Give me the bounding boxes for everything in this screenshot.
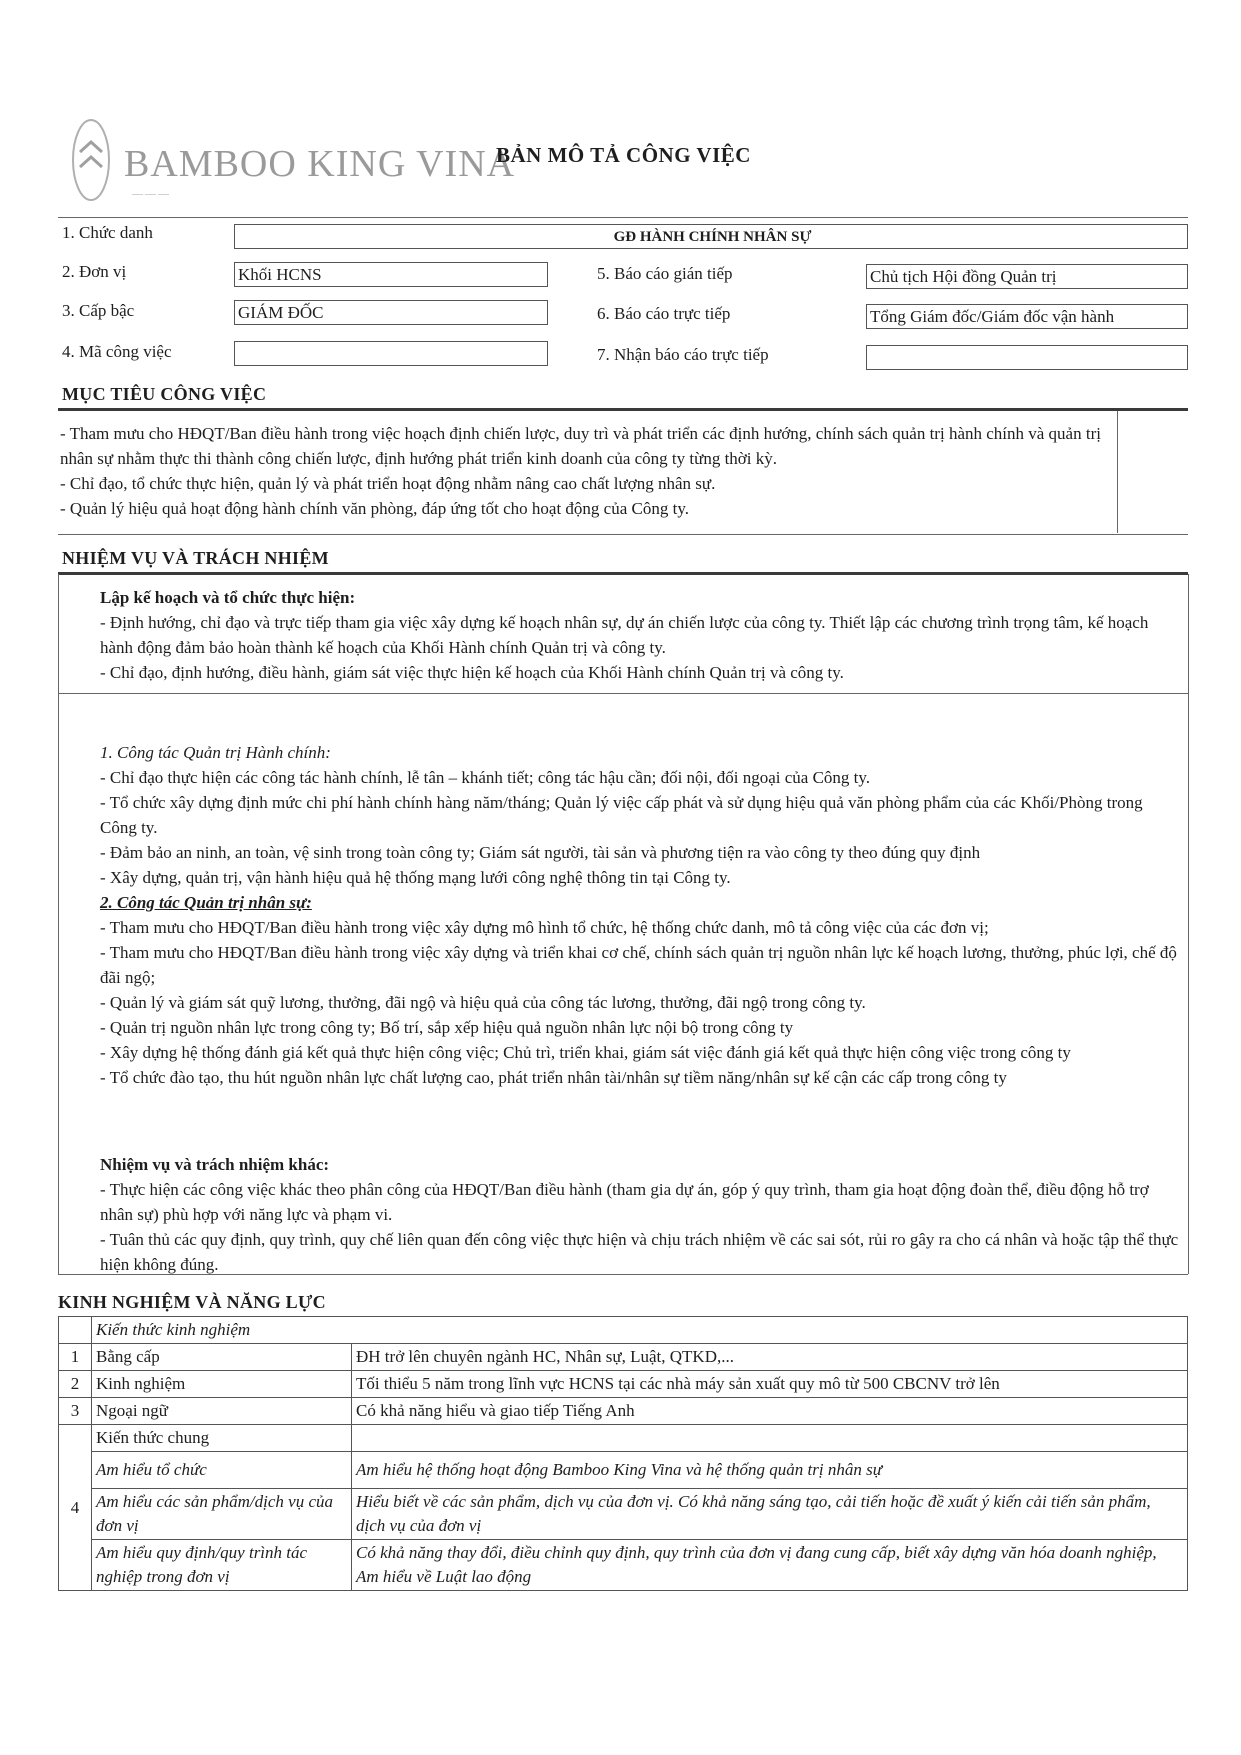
row-label: Am hiểu tổ chức [92,1452,352,1489]
chuc-danh-label: 1. Chức danh [62,223,153,242]
muc-tieu-rule [58,408,1188,411]
row-label: Kinh nghiệm [92,1371,352,1398]
block4-line: - Tuân thủ các quy định, quy trình, quy chế liên quan đến công việc thực hiện và chịu trách nhiệm về các sai sót, rủi ro gây ra cho cá nhân và hoặc tập thể thực hiện không đúng. [100,1230,1179,1274]
block1-title: Lập kế hoạch và tổ chức thực hiện: [100,588,356,607]
table-row [59,1489,1188,1540]
nhiem-vu-block-4 [100,1152,1185,1277]
table-row [59,1317,1188,1344]
nhiem-vu-divider [58,693,1188,694]
muc-tieu-body [60,421,1110,521]
chuc-danh-value: GĐ HÀNH CHÍNH NHÂN SỰ [613,229,812,245]
nhan-bc-label: 7. Nhận báo cáo trực tiếp [597,345,769,364]
cap-bac-field: GIÁM ĐỐC [234,300,548,325]
logo-text: BAMBOO KING VINA [124,143,516,185]
row-label: Kiến thức chung [92,1425,352,1452]
logo-subtext: ——— [132,188,171,200]
bc-gian-tiep-field: Chủ tịch Hội đồng Quản trị [866,264,1188,289]
bc-gian-tiep-label: 5. Báo cáo gián tiếp [597,264,733,283]
table-row [59,1398,1188,1425]
block4-line: - Thực hiện các công việc khác theo phân công của HĐQT/Ban điều hành (tham gia dự án, góp ý quy trình, tham gia hoạt động đoàn thể, điều động hỗ trợ nhân sự) phù hợp với năng lực và phạm vi. [100,1180,1149,1224]
muc-tieu-heading: MỤC TIÊU CÔNG VIỆC [62,384,267,404]
block3-line: - Tham mưu cho HĐQT/Ban điều hành trong việc xây dựng và triển khai cơ chế, chính sách quản trị nguồn nhân lực kế hoạch lương, thưởng, phúc lợi, chế độ đãi ngộ; [100,943,1177,987]
ma-cv-label: 4. Mã công việc [62,342,172,361]
block2-line: - Tổ chức xây dựng định mức chi phí hành chính hàng năm/tháng; Quản lý việc cấp phát và sử dụng hiệu quả văn phòng phẩm của các Khối/Phòng trong Công ty. [100,793,1143,837]
cap-bac-label: 3. Cấp bậc [62,301,135,320]
muc-tieu-line: - Chỉ đạo, tổ chức thực hiện, quản lý và phát triển hoạt động nhằm nâng cao chất lượng nhân sự. [60,474,716,493]
block3-line: - Tổ chức đào tạo, thu hút nguồn nhân lực chất lượng cao, phát triển nhân tài/nhân sự tiềm năng/nhân sự kế cận các cấp trong công ty [100,1068,1007,1087]
block1-line: - Định hướng, chỉ đạo và trực tiếp tham gia việc xây dựng kế hoạch nhân sự, dự án chiến lược của công ty. Thiết lập các chương trình trọng tâm, kế hoạch hành động đảm bảo hoàn thành kế hoạch của Khối Hành chính Quản trị và công ty. [100,613,1149,657]
nhiem-vu-block-1 [100,585,1180,685]
row-number: 2 [59,1371,92,1398]
table-row [59,1425,1188,1452]
row-value: Tối thiểu 5 năm trong lĩnh vực HCNS tại các nhà máy sản xuất quy mô từ 500 CBCNV trở lên [352,1371,1188,1398]
nhiem-vu-block-2 [100,740,1180,1090]
row-number: 1 [59,1344,92,1371]
row-label: Ngoại ngữ [92,1398,352,1425]
block3-line: - Quản lý và giám sát quỹ lương, thưởng, đãi ngộ và hiệu quả của công tác lương, thưởng, đãi ngộ trong công ty. [100,993,866,1012]
table-row [59,1371,1188,1398]
kinh-nghiem-table [58,1316,1188,1591]
block3-line: - Tham mưu cho HĐQT/Ban điều hành trong việc xây dựng mô hình tổ chức, hệ thống chức danh, mô tả công việc của các đơn vị; [100,918,989,937]
nhiem-vu-rule [58,572,1188,575]
table-row [59,1344,1188,1371]
row-value: Am hiểu hệ thống hoạt động Bamboo King Vina và hệ thống quản trị nhân sự [352,1452,1188,1489]
ma-cv-field [234,341,548,366]
table-row [59,1540,1188,1591]
row-number: 3 [59,1398,92,1425]
don-vi-label: 2. Đơn vị [62,262,127,281]
row-value: Hiểu biết về các sản phẩm, dịch vụ của đơn vị. Có khả năng sáng tạo, cải tiến hoặc đề xuất ý kiến cải tiến sản phẩm, dịch vụ của đơn vị [352,1489,1188,1540]
row-number: 4 [59,1425,92,1591]
block2-line: - Xây dựng, quản trị, vận hành hiệu quả hệ thống mạng lưới công nghệ thông tin tại Công ty. [100,868,731,887]
row-label: Bằng cấp [92,1344,352,1371]
block2-line: - Chỉ đạo thực hiện các công tác hành chính, lễ tân – khánh tiết; công tác hậu cần; đối nội, đối ngoại của Công ty. [100,768,871,787]
nhiem-vu-left-border [58,574,59,1274]
don-vi-field: Khối HCNS [234,262,548,287]
nhiem-vu-bottom [58,1274,1188,1275]
bamboo-leaf-icon [66,112,116,207]
muc-tieu-line: - Tham mưu cho HĐQT/Ban điều hành trong việc hoạch định chiến lược, duy trì và phát triển các định hướng, chính sách quản trị hành chính và quản trị nhân sự nhằm thực thi thành công chiến lược, định hướng phát triển kinh doanh của công ty từng thời kỳ. [60,424,1101,468]
row-value: Có khả năng thay đổi, điều chỉnh quy định, quy trình của đơn vị đang cung cấp, biết xây dựng văn hóa doanh nghiệp, Am hiểu về Luật lao động [352,1540,1188,1591]
block3-title: 2. Công tác Quản trị nhân sự: [100,893,312,912]
row-value [352,1425,1188,1452]
nhiem-vu-right-border [1188,574,1189,1274]
subheading-cell: Kiến thức kinh nghiệm [92,1317,1188,1344]
table-row [59,1452,1188,1489]
header-divider [58,217,1188,218]
kinh-nghiem-heading: KINH NGHIỆM VÀ NĂNG LỰC [58,1292,326,1312]
muc-tieu-line: - Quản lý hiệu quả hoạt động hành chính văn phòng, đáp ứng tốt cho hoạt động của Công ty. [60,499,689,518]
row-label: Am hiểu các sản phẩm/dịch vụ của đơn vị [92,1489,352,1540]
nhan-bc-field [866,345,1188,370]
row-label: Am hiểu quy định/quy trình tác nghiệp trong đơn vị [92,1540,352,1591]
muc-tieu-bottom [58,534,1188,535]
row-value: Có khả năng hiểu và giao tiếp Tiếng Anh [352,1398,1188,1425]
chuc-danh-field [234,224,1188,249]
block3-line: - Xây dựng hệ thống đánh giá kết quả thực hiện công việc; Chủ trì, triển khai, giám sát việc đánh giá kết quả thực hiện công việc trong công ty [100,1043,1071,1062]
block2-title: 1. Công tác Quản trị Hành chính: [100,743,331,762]
block2-line: - Đảm bảo an ninh, an toàn, vệ sinh trong toàn công ty; Giám sát người, tài sản và phương tiện ra vào công ty theo đúng quy định [100,843,981,862]
block1-line: - Chỉ đạo, định hướng, điều hành, giám sát việc thực hiện kế hoạch của Khối Hành chính Quản trị và công ty. [100,663,844,682]
document-title: BẢN MÔ TẢ CÔNG VIỆC [496,143,751,167]
bc-truc-tiep-label: 6. Báo cáo trực tiếp [597,304,731,323]
block3-line: - Quản trị nguồn nhân lực trong công ty; Bố trí, sắp xếp hiệu quả nguồn nhân lực nội bộ trong công ty [100,1018,794,1037]
table-cell [59,1317,92,1344]
company-logo [66,112,516,207]
row-value: ĐH trở lên chuyên ngành HC, Nhân sự, Luật, QTKD,... [352,1344,1188,1371]
bc-truc-tiep-field: Tổng Giám đốc/Giám đốc vận hành [866,304,1188,329]
nhiem-vu-heading: NHIỆM VỤ VÀ TRÁCH NHIỆM [62,548,329,568]
muc-tieu-right-border [1117,411,1118,533]
block4-title: Nhiệm vụ và trách nhiệm khác: [100,1155,330,1174]
